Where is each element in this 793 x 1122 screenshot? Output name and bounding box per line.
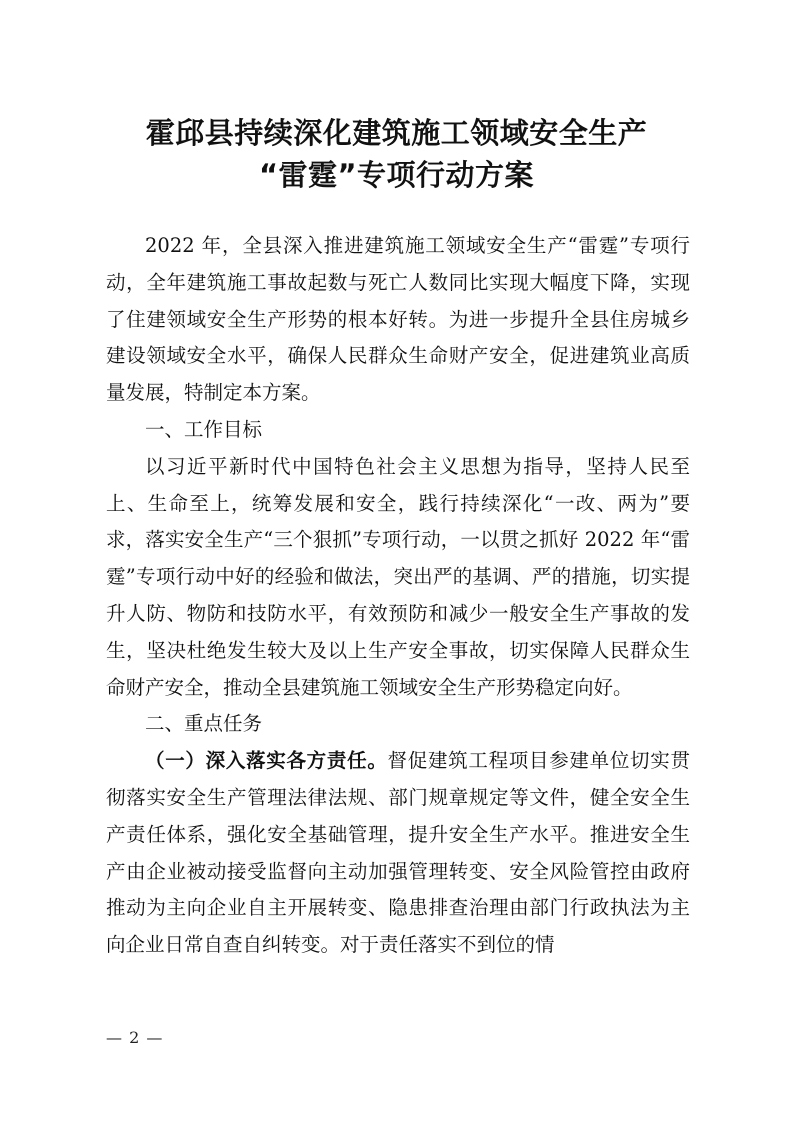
goals-paragraph: 以习近平新时代中国特色社会主义思想为指导，坚持人民至上、生命至上，统筹发展和安全，践行持续深化“一改、两为”要求，落实安全生产“三个狠抓”专项行动，一以贯之抓好 2022 年“雷霆”专项行动中好的经验和做法，突出严的基调、严的措施，切实提升人防、物防和技防水平，有效预防和减少一般安全生产事故的发生，坚决杜绝发生较大及以上生产安全事故，切实保障人民群众生命财产安全，推动全县建筑施工领域安全生产形势稳定向好。 xyxy=(106,454,690,699)
task-item-1-paragraph xyxy=(106,743,690,964)
document-title-line-1: 霍邱县持续深化建筑施工领域安全生产 xyxy=(145,116,648,150)
intro-paragraph: 2022 年，全县深入推进建筑施工领域安全生产“雷霆”专项行动，全年建筑施工事故起数与死亡人数同比实现大幅度下降，实现了住建领域安全生产形势的根本好转。为进一步提升全县住房城乡建设领域安全水平，确保人民群众生命财产安全，促进建筑业高质量发展，特制定本方案。 xyxy=(106,234,690,405)
section-heading-tasks: 二、重点任务 xyxy=(145,712,263,736)
document-title-line-2: “雷霆”专项行动方案 xyxy=(258,158,535,192)
task-item-1-text: 督促建筑工程项目参建单位切实贯彻落实安全生产管理法律法规、部门规章规定等文件，健全安全生产责任体系，强化安全基础管理，提升安全生产水平。推进安全生产由企业被动接受监督向主动加强管理转变、安全风险管控由政府推动为主向企业自主开展转变、隐患排查治理由部门行政执法为主向企业日常自查自纠转变。对于责任落实不到位的情 xyxy=(106,749,690,957)
page-number: — 2 — xyxy=(106,1028,164,1047)
task-item-1-lead: （一）深入落实各方责任。 xyxy=(145,749,388,773)
section-heading-goals: 一、工作目标 xyxy=(145,417,263,441)
document-body xyxy=(106,228,690,964)
